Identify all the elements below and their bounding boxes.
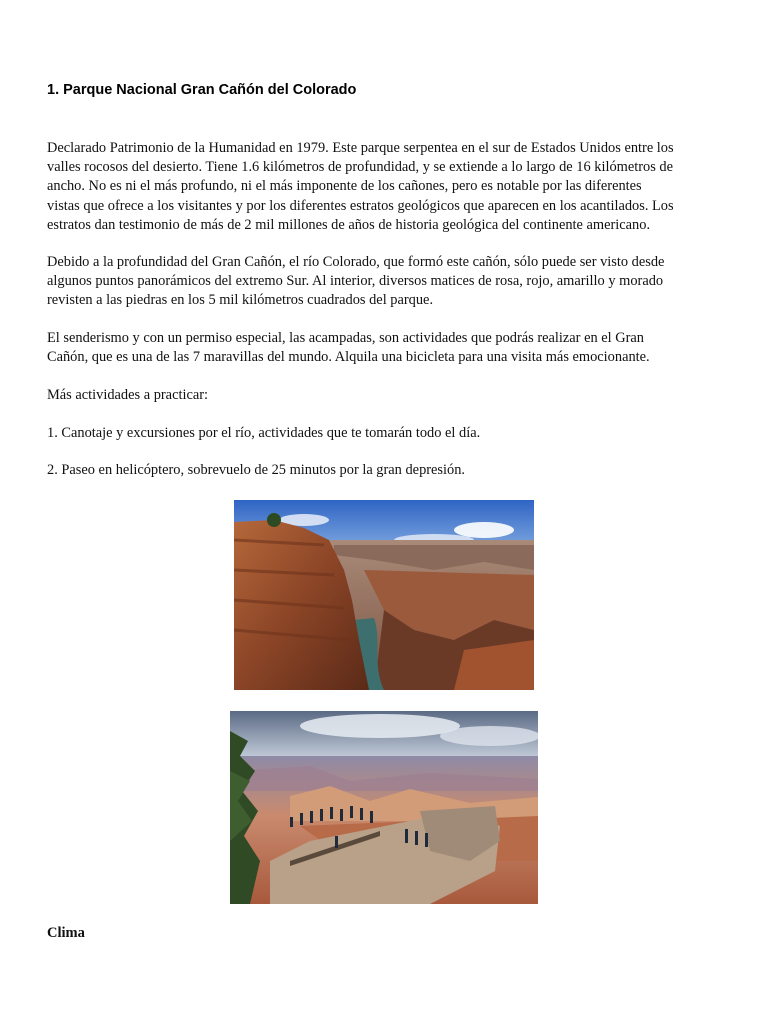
paragraph-line: Debido a la profundidad del Gran Cañón, el río Colorado, que formó este cañón, sólo puede ser visto desde	[47, 254, 665, 270]
paragraph-line: valles rocosos del desierto. Tiene 1.6 kilómetros de profundidad, y se extiende a lo largo de 16 kilómetros de	[47, 159, 673, 176]
section-heading: 1. Parque Nacional Gran Cañón del Colorado	[47, 82, 357, 98]
paragraph-line: vistas que ofrece a los visitantes y por los diferentes estratos geológicos que aparecen en los acantilados. Los	[47, 197, 674, 214]
activity-item-1: 1. Canotaje y excursiones por el río, actividades que te tomarán todo el día.	[47, 425, 481, 441]
paragraph-line: estratos dan testimonio de más de 2 mil millones de años de historia geológica del continente americano.	[47, 216, 651, 233]
paragraph-line: revisten a las piedras en los 5 mil kilómetros cuadrados del parque.	[47, 292, 434, 309]
activities-intro: Más actividades a practicar:	[47, 387, 209, 403]
paragraph-line: Cañón, que es una de las 7 maravillas del mundo. Alquila una bicicleta para una visita más emocionante.	[47, 349, 650, 366]
paragraph-line: El senderismo y con un permiso especial, las acampadas, son actividades que podrás realizar en el Gran	[47, 330, 644, 346]
activity-item-2: 2. Paseo en helicóptero, sobrevuelo de 25 minutos por la gran depresión.	[47, 462, 466, 478]
paragraph-line: Declarado Patrimonio de la Humanidad en 1979. Este parque serpentea en el sur de Estados Unidos entre los	[47, 140, 674, 156]
paragraph-line: algunos puntos panorámicos del extremo Sur. Al interior, diversos matices de rosa, rojo, amarillo y morado	[47, 273, 664, 290]
paragraph-activities	[47, 329, 727, 367]
paragraph-line: ancho. No es ni el más profundo, ni el más imponente de los cañones, pero es notable por las diferentes	[47, 178, 642, 195]
section-heading-clima: Clima	[47, 925, 85, 941]
paragraph-intro	[47, 139, 727, 235]
canyon-viewpoint-photo	[230, 711, 538, 904]
canyon-river-photo	[234, 500, 534, 690]
paragraph-river	[47, 253, 727, 311]
